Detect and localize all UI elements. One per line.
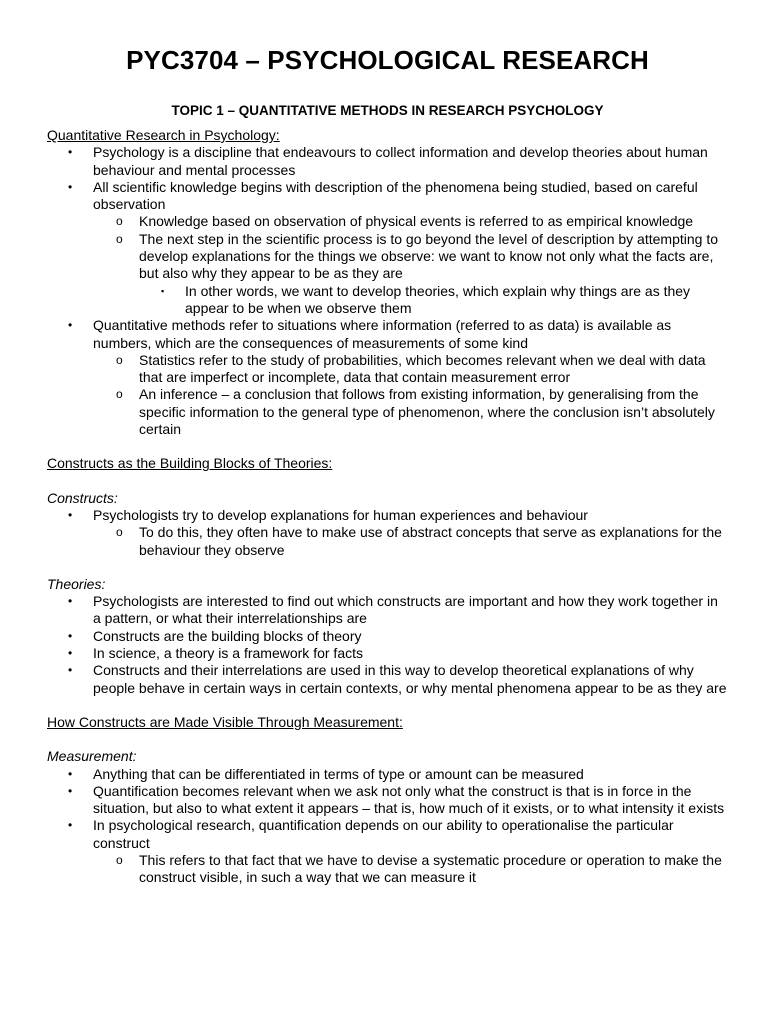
list-item — [47, 283, 728, 318]
list-item — [47, 852, 728, 887]
list-item — [47, 213, 728, 230]
bullet-marker: • — [68, 179, 73, 194]
section-measurement — [47, 714, 728, 887]
bullet-marker: • — [68, 145, 73, 160]
list-item-text: Psychologists are interested to find out which constructs are important and how they work together in a pattern, or what their interrelationships are — [93, 593, 718, 627]
sub-heading: Theories: — [47, 575, 106, 592]
bullet-list — [47, 144, 728, 438]
section-quantitative-research — [47, 127, 728, 438]
list-item-text: Quantification becomes relevant when we ask not only what the construct is that is in force in the situation, but also to what extent it appears – that is, how much of it exists, or to what intensity it exists — [93, 782, 725, 817]
bullet-list — [47, 766, 728, 887]
list-item-text: Statistics refer to the study of probabilities, which becomes relevant when we deal with data that are imperfect or incomplete, data that contain measurement error — [139, 351, 706, 386]
circle-marker: o — [116, 231, 123, 246]
list-item — [47, 144, 728, 179]
list-item-text: To do this, they often have to make use of abstract concepts that serve as explanations for the behaviour they observe — [139, 524, 722, 558]
bullet-marker: • — [68, 318, 73, 333]
list-item — [47, 817, 728, 852]
list-item — [47, 524, 728, 559]
bullet-marker: • — [68, 628, 73, 643]
bullet-list — [47, 507, 728, 559]
sub-heading: Constructs: — [47, 489, 118, 506]
list-item — [47, 231, 728, 283]
bullet-marker: • — [68, 663, 73, 678]
section-constructs — [47, 455, 728, 697]
circle-marker: o — [116, 214, 123, 229]
section-heading: How Constructs are Made Visible Through Measurement: — [47, 713, 403, 730]
list-item-text: In science, a theory is a framework for facts — [93, 645, 363, 662]
circle-marker: o — [116, 387, 123, 402]
list-item-text: Constructs are the building blocks of theory — [93, 627, 362, 644]
list-item — [47, 386, 728, 438]
list-item-text: An inference – a conclusion that follows from existing information, by generalising from the specific information to the general type of phenomenon, where the conclusion isn’t absolutely certain — [139, 386, 715, 438]
list-item-text: Psychologists try to develop explanations for human experiences and behaviour — [93, 506, 588, 523]
bullet-marker: • — [68, 594, 73, 609]
list-item-text: Psychology is a discipline that endeavours to collect information and develop theories about human behaviour and mental processes — [93, 144, 708, 178]
square-marker: ▪ — [161, 285, 165, 296]
bullet-marker: • — [68, 507, 73, 522]
list-item-text: Quantitative methods refer to situations where information (referred to as data) is available as numbers, which are the consequences of measurements of some kind — [93, 317, 672, 351]
document-title: PYC3704 – PSYCHOLOGICAL RESEARCH — [126, 45, 649, 75]
list-item — [47, 628, 728, 645]
list-item-text: Knowledge based on observation of physical events is referred to as empirical knowledge — [139, 213, 694, 230]
list-item-text: The next step in the scientific process is to go beyond the level of description by attempting to develop explanations for the things we observe: we want to know not only what the facts are, but also why they appear to be as they are — [139, 230, 718, 282]
list-item — [47, 662, 728, 697]
topic-subtitle: TOPIC 1 – QUANTITATIVE METHODS IN RESEARCH PSYCHOLOGY — [171, 103, 604, 118]
list-item — [47, 645, 728, 662]
bullet-list — [47, 593, 728, 697]
list-item — [47, 766, 728, 783]
list-item — [47, 507, 728, 524]
bullet-marker: • — [68, 818, 73, 833]
circle-marker: o — [116, 852, 123, 867]
list-item-text: In other words, we want to develop theories, which explain why things are as they appear to be when we observe them — [185, 282, 691, 316]
section-heading: Quantitative Research in Psychology: — [47, 127, 280, 143]
circle-marker: o — [116, 352, 123, 367]
list-item — [47, 317, 728, 352]
list-item-text: Anything that can be differentiated in terms of type or amount can be measured — [93, 765, 584, 782]
list-item — [47, 179, 728, 214]
list-item — [47, 352, 728, 387]
bullet-marker: • — [68, 646, 73, 661]
list-item-text: In psychological research, quantification depends on our ability to operationalise the particular construct — [93, 817, 674, 851]
list-item-text: Constructs and their interrelations are used in this way to develop theoretical explanations of why people behave in certain ways in certain contexts, or why mental phenomena appear to be as they are — [93, 662, 727, 696]
circle-marker: o — [116, 525, 123, 540]
bullet-marker: • — [68, 766, 73, 781]
list-item-text: This refers to that fact that we have to devise a systematic procedure or operation to make the construct visible, in such a way that we can measure it — [139, 851, 722, 886]
list-item-text: All scientific knowledge begins with description of the phenomena being studied, based on careful observation — [93, 178, 698, 213]
section-heading: Constructs as the Building Blocks of Theories: — [47, 455, 333, 472]
bullet-marker: • — [68, 783, 73, 798]
list-item — [47, 593, 728, 628]
list-item — [47, 783, 728, 818]
sub-heading: Measurement: — [47, 748, 137, 765]
